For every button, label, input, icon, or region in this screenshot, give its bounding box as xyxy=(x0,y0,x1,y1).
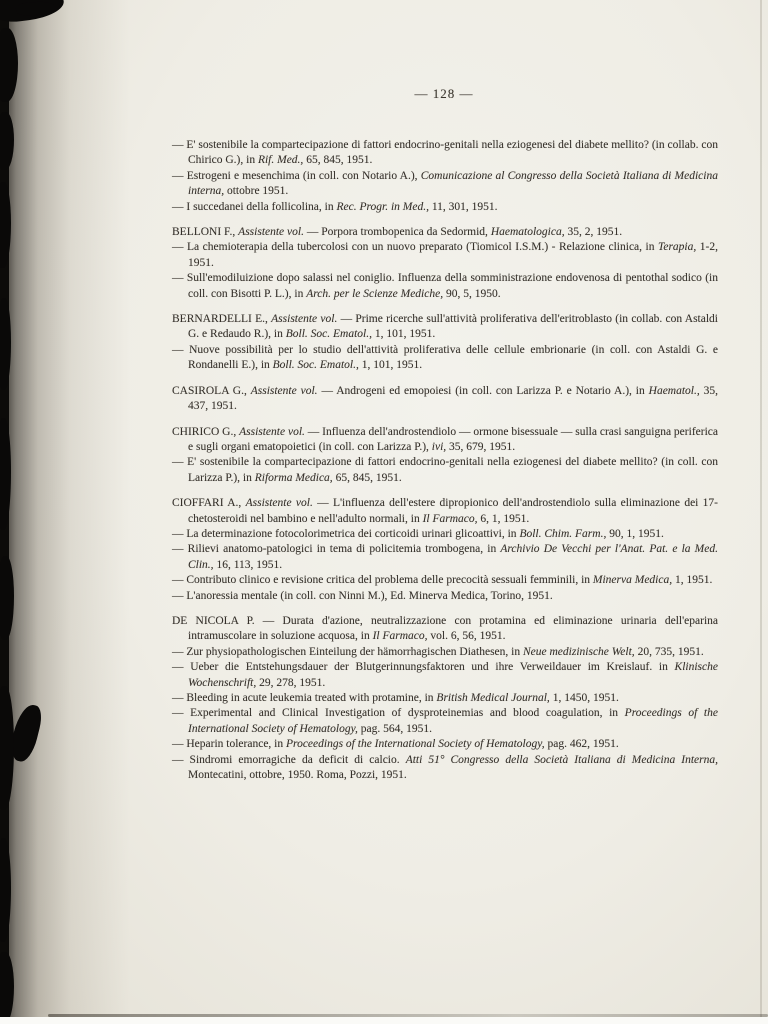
text-segment: — Estrogeni e mesenchima (in coll. con Notario A.), xyxy=(172,169,421,182)
journal-title: Boll. Chim. Farm., xyxy=(519,527,607,540)
text-segment: 11, 301, 1951. xyxy=(428,200,498,213)
bibliography-entry xyxy=(172,660,718,691)
page-right-edge xyxy=(760,0,762,1024)
text-segment: 29, 278, 1951. xyxy=(256,676,326,689)
bibliography-entry xyxy=(172,455,718,486)
bibliography-entry xyxy=(172,691,718,706)
journal-title: Proceedings of the International Society of Hematology, xyxy=(286,738,545,751)
journal-title: British Medical Journal, xyxy=(436,692,550,704)
text-segment: 1, 101, 1951. xyxy=(371,328,436,341)
text-segment: — E' sostenibile la compartecipazione di fattori endocrino-genitali nella eziogenesi del diabete mellito? (in collab. con Chirico G.), in xyxy=(172,139,718,167)
bibliography-entry xyxy=(172,737,718,752)
text-segment: Montecatini, ottobre, 1950. Roma, Pozzi, 1951. xyxy=(188,769,407,782)
journal-title: Boll. Soc. Ematol., xyxy=(285,328,372,341)
journal-title: Terapia, xyxy=(658,241,697,254)
page-bottom-edge xyxy=(48,1014,768,1017)
text-segment: 35, 437, 1951. xyxy=(188,384,719,413)
text-segment: CHIRICO G., xyxy=(172,425,240,438)
journal-title: Neue medizinische Welt, xyxy=(523,645,635,658)
journal-title: Klinische Wochenschrift, xyxy=(188,661,718,689)
journal-title: Haematol., xyxy=(648,384,700,397)
text-segment: — Experimental and Clinical Investigation of dysproteinemias and blood coagulation, in xyxy=(172,707,625,720)
bibliography-entry xyxy=(172,706,718,737)
text-segment: — La chemioterapia della tubercolosi con un nuovo preparato (Tiomicol I.S.M.) - Relazione clinica, in xyxy=(172,241,659,254)
scan-artifact-mark xyxy=(0,838,11,942)
text-segment: 35, 2, 1951. xyxy=(564,226,623,239)
scan-artifact-mark xyxy=(0,298,11,390)
text-segment: 1-2, 1951. xyxy=(188,241,718,269)
scan-artifact-mark xyxy=(16,1,57,16)
bibliography-section xyxy=(172,312,718,374)
journal-title: Archivio De Vecchi per l'Anat. Pat. e la Med. Clin., xyxy=(188,543,718,571)
bibliography-entry xyxy=(172,138,718,169)
journal-title: Haematologica, xyxy=(490,226,565,239)
text-segment: 1, 101, 1951. xyxy=(358,359,423,372)
text-segment: 1, 1450, 1951. xyxy=(549,692,619,704)
text-segment: CASIROLA G., xyxy=(172,384,251,397)
text-segment: pag. 462, 1951. xyxy=(544,738,619,751)
text-segment: 90, 1, 1951. xyxy=(606,527,664,540)
bibliography-entry xyxy=(172,425,718,456)
scanner-bottom-strip xyxy=(0,1017,768,1024)
bibliography-entry xyxy=(172,614,718,645)
text-segment: 20, 735, 1951. xyxy=(634,645,704,658)
bibliography-entry xyxy=(172,240,718,271)
text-segment: — Nuove possibilità per lo studio dell'attività proliferativa delle cellule embrionarie (in coll. con Astaldi G. e Rondanelli E.), in xyxy=(172,343,718,372)
bibliography-section xyxy=(172,425,718,487)
text-segment: — Contributo clinico e revisione critica del problema delle precocità sessuali femminili, in xyxy=(172,574,593,587)
journal-title: ivi, xyxy=(431,440,447,453)
text-segment: — Androgeni ed emopoiesi (in coll. con Larizza P. e Notario A.), in xyxy=(317,384,649,397)
scan-artifact-mark xyxy=(0,556,14,640)
text-segment: BERNARDELLI E., xyxy=(172,313,272,326)
text-segment: — Porpora trombopenica da Sedormid, xyxy=(303,226,491,239)
journal-title: Proceedings of the International Society of Hematology, xyxy=(188,707,718,735)
text-segment: 1, 1951. xyxy=(672,574,713,587)
text-segment: 65, 845, 1951. xyxy=(332,471,402,484)
text-segment: 6, 1, 1951. xyxy=(477,512,530,525)
journal-title: Arch. per le Scienze Mediche, xyxy=(306,287,444,300)
book-binding-shadow xyxy=(0,0,140,1024)
bibliography-list xyxy=(172,138,718,793)
text-segment: — Bleeding in acute leukemia treated with protamine, in xyxy=(172,692,437,704)
bibliography-entry xyxy=(172,225,718,240)
text-segment: — L'influenza dell'estere dipropionico dell'androstendiolo sulla eliminazione dei 17-chetosteroidi nel bambino e nell'adulto normali, in xyxy=(188,497,719,525)
text-segment: pag. 564, 1951. xyxy=(357,722,433,735)
scan-artifact-mark xyxy=(0,418,11,530)
journal-title: Assistente vol. xyxy=(250,384,318,397)
bibliography-entry xyxy=(172,573,718,588)
scan-artifact-mark xyxy=(0,112,14,170)
text-segment: DE NICOLA P. — Durata d'azione, neutralizzazione con protamina ed eliminazione urinaria dell'eparina intramuscolare in soluzione acquosa, in xyxy=(172,614,718,643)
scan-artifact-mark xyxy=(0,28,18,102)
bibliography-entry xyxy=(172,312,718,343)
bibliography-entry xyxy=(172,527,718,542)
scan-artifact-mark xyxy=(0,182,11,268)
text-segment: — Zur physiopathologischen Einteilung der hämorrhagischen Diathesen, in xyxy=(172,645,523,658)
scan-artifact-mark xyxy=(0,0,65,24)
text-segment: — E' sostenibile la compartecipazione di fattori endocrino-genitali nella eziogenesi del diabete mellito? (in coll. con Larizza P.), in xyxy=(172,456,718,484)
journal-title: Il Farmaco, xyxy=(422,512,478,525)
text-segment: — Heparin tolerance, in xyxy=(172,738,286,751)
bibliography-entry xyxy=(172,200,718,215)
text-segment: CIOFFARI A., xyxy=(172,497,246,510)
journal-title: Rec. Progr. in Med., xyxy=(336,200,429,213)
text-segment: — Influenza dell'androstendiolo — ormone bisessuale — sulla crasi sanguigna periferica e sugli organi ematopoietici (in coll. con Larizza P.), xyxy=(188,425,718,453)
journal-title: Comunicazione al Congresso della Società Italiana di Medicina interna, xyxy=(188,169,718,198)
bibliography-entry xyxy=(172,169,718,200)
journal-title: Minerva Medica, xyxy=(592,574,673,587)
journal-title: Assistente vol. xyxy=(239,425,305,438)
journal-title: Rif. Med., xyxy=(257,154,304,167)
bibliography-section xyxy=(172,138,718,215)
journal-title: Assistente vol. xyxy=(245,497,313,510)
text-segment: ottobre 1951. xyxy=(224,185,289,198)
text-segment: — L'anoressia mentale (in coll. con Ninni M.), Ed. Minerva Medica, Torino, 1951. xyxy=(172,589,553,602)
bibliography-entry xyxy=(172,589,718,604)
journal-title: Atti 51° Congresso della Società Italiana di Medicina Interna, xyxy=(405,753,718,766)
bibliography-entry xyxy=(172,645,718,660)
bibliography-section xyxy=(172,496,718,604)
text-segment: — Sindromi emorragiche da deficit di calcio. xyxy=(172,753,406,766)
bibliography-entry xyxy=(172,496,718,527)
journal-title: Riforma Medica, xyxy=(254,471,333,484)
scan-artifact-mark xyxy=(0,686,14,810)
text-segment: — Prime ricerche sull'attività proliferativa dell'eritroblasto (in collab. con Astaldi G. e Redaudo R.), in xyxy=(188,313,718,341)
bibliography-section xyxy=(172,225,718,302)
text-segment: 65, 845, 1951. xyxy=(303,154,373,167)
journal-title: Assistente vol. xyxy=(271,313,338,326)
bibliography-entry xyxy=(172,271,718,302)
bibliography-section xyxy=(172,614,718,783)
journal-title: Assistente vol. xyxy=(238,226,304,239)
bibliography-entry xyxy=(172,384,718,415)
bibliography-entry xyxy=(172,343,718,374)
binding-edge-bar xyxy=(0,0,9,1024)
bibliography-section xyxy=(172,384,718,415)
text-segment: — Sull'emodiluizione dopo salassi nel coniglio. Influenza della somministrazione endovenosa di pentothal sodico (in coll. con Bisotti P. L.), in xyxy=(172,272,718,300)
scan-artifact-mark xyxy=(7,702,44,764)
text-segment: 16, 113, 1951. xyxy=(213,558,283,571)
journal-title: Il Farmaco, xyxy=(372,630,428,643)
journal-title: Boll. Soc. Ematol., xyxy=(272,359,359,372)
page-number: — 128 — xyxy=(414,86,474,101)
text-segment: — Rilievi anatomo-patologici in tema di policitemia trombogena, in xyxy=(172,543,501,556)
bibliography-entry xyxy=(172,753,718,784)
text-segment: 35, 679, 1951. xyxy=(446,440,516,453)
text-segment: — La determinazione fotocolorimetrica dei corticoidi urinari glicoattivi, in xyxy=(172,527,520,540)
text-segment: — I succedanei della follicolina, in xyxy=(172,200,337,213)
text-segment: vol. 6, 56, 1951. xyxy=(427,630,506,643)
bibliography-entry xyxy=(172,542,718,573)
text-segment: 90, 5, 1950. xyxy=(443,287,501,300)
text-segment: — Ueber die Entstehungsdauer der Blutgerinnungsfaktoren und ihre Verweildauer im Kreislauf. in xyxy=(172,661,675,674)
scan-artifact-mark xyxy=(0,952,14,1024)
text-segment: BELLONI F., xyxy=(172,226,239,239)
